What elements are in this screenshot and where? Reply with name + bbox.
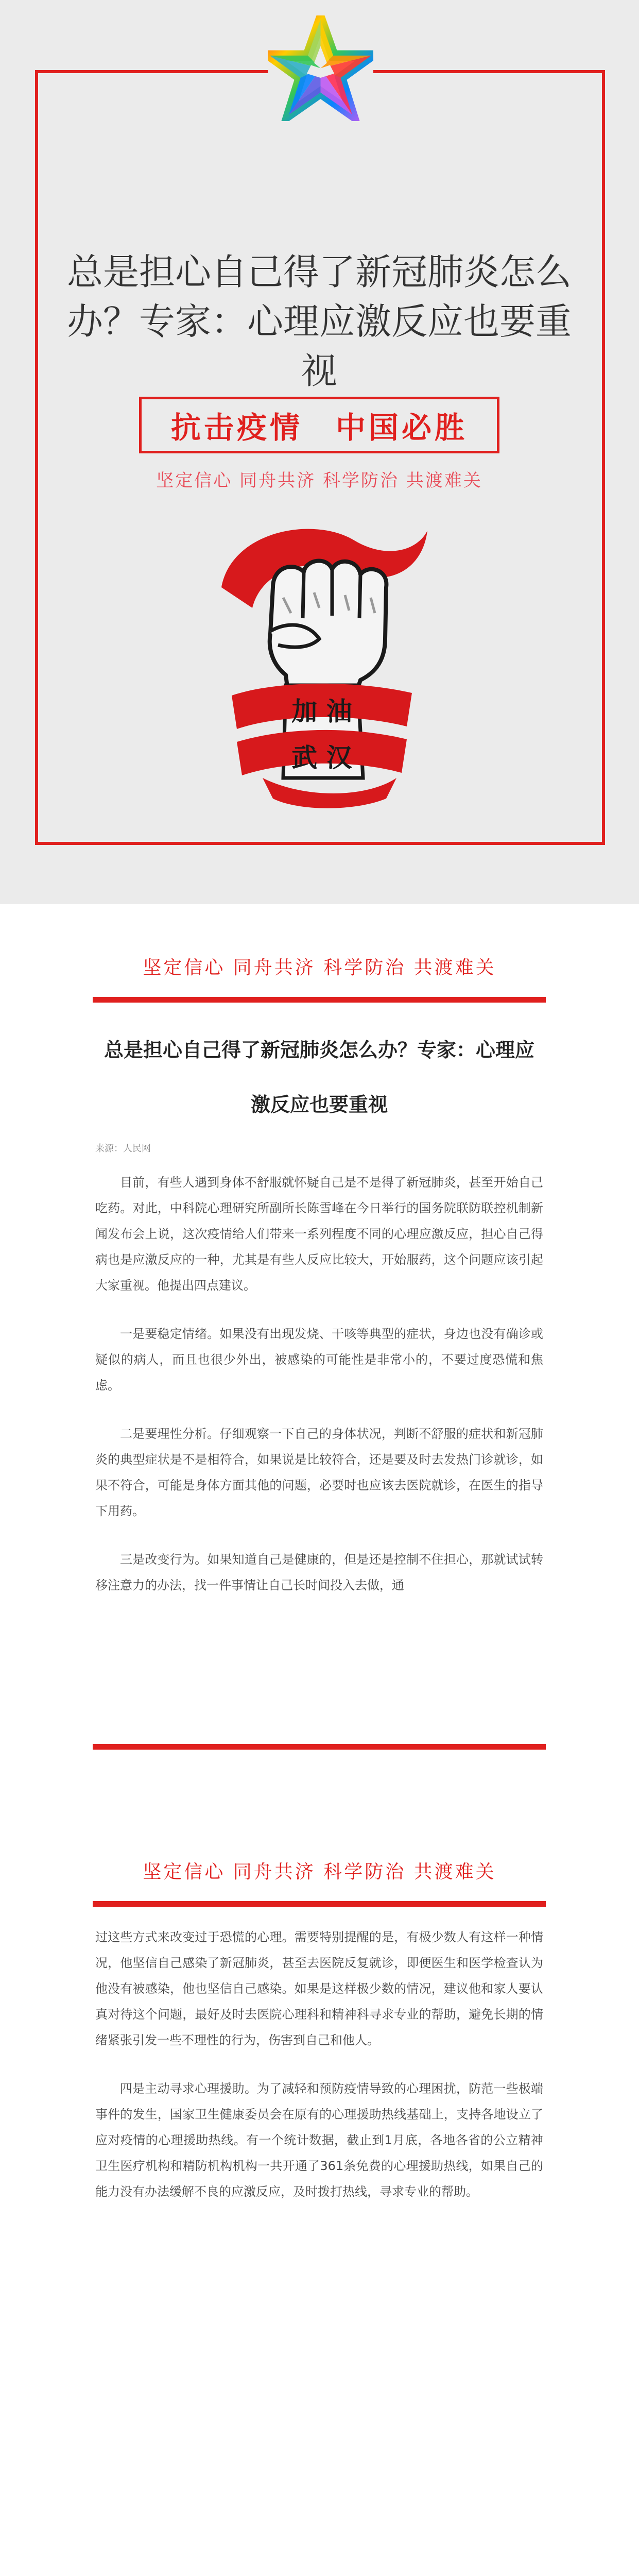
paragraph: 四是主动寻求心理援助。为了减轻和预防疫情导致的心理困扰，防范一些极端事件的发生，国家卫生健康委员会在原有的心理援助热线基础上，支持各地设立了应对疫情的心理援助热线。有一个统计数据，截止到1月底，各地各省的公立精神卫生医疗机构和精防机构机构一共开通了361条免费的心理援助热线，如果自己的能力没有办法缓解不良的应激反应，及时拨打热线，寻求专业的帮助。 [95,2081,543,2199]
cover-slogan: 坚定信心 同舟共济 科学防治 共渡难关 [156,470,482,491]
cover-banner-text: 抗击疫情 中国必胜 [170,410,468,445]
top-divider [93,997,546,1003]
paragraph: 二是要理性分析。仔细观察一下自己的身体状况，判断不舒服的症状和新冠肺炎的典型症状是不是相符合，如果说是比较符合，还是要及时去发热门诊就诊，如果不符合，可能是身体方面其他的问题，必要时也应该去医院就诊，在医生的指导下用药。 [95,1427,543,1518]
article-source: 来源：人民网 [95,1143,151,1154]
article-page-2 [0,1808,639,2576]
paragraph: 过这些方式来改变过于恐慌的心理。需要特别提醒的是，有极少数人有这样一种情况，他坚信自己感染了新冠肺炎，甚至去医院反复就诊，即便医生和医学检查认为他没有被感染，他也坚信自己感染。如果是这样极少数的情况，建议他和家人要认真对待这个问题，最好及时去医院心理科和精神科寻求专业的帮助，避免长期的情绪紧张引发一些不理性的行为，伤害到自己和他人。 [95,1930,543,2047]
article-page-1 [0,904,639,1808]
fist-text-top: 加 油 [291,697,352,726]
paragraph: 三是改变行为。如果知道自己是健康的，但是还是控制不住担心，那就试试转移注意力的办法，找一件事情让自己长时间投入去做，通 [95,1552,543,1592]
top-divider [93,1901,546,1907]
cover-banner [139,397,499,453]
bottom-divider [93,1744,546,1750]
fist-text-bottom: 武 汉 [291,743,352,773]
page-slogan: 坚定信心 同舟共济 科学防治 共渡难关 [143,1861,496,1883]
paragraph: 目前，有些人遇到身体不舒服就怀疑自己是不是得了新冠肺炎，甚至开始自己吃药。对此，中科院心理研究所副所长陈雪峰在今日举行的国务院联防联控机制新闻发布会上说，这次疫情给人们带来一系列程度不同的心理应激反应，担心自己得病也是应激反应的一种，尤其是有些人反应比较大，开始服药，这个问题应该引起大家重视。他提出四点建议。 [95,1175,543,1293]
paragraph: 一是要稳定情绪。如果没有出现发烧、干咳等典型的症状，身边也没有确诊或疑似的病人，而且也很少外出，被感染的可能性是非常小的，不要过度恐慌和焦虑。 [95,1327,543,1393]
article-title: 总是担心自己得了新冠肺炎怎么办？专家：心理应激反应也要重视 [103,1039,534,1116]
page-slogan: 坚定信心 同舟共济 科学防治 共渡难关 [143,957,496,978]
raised-fist-icon [201,510,438,809]
cover-title: 总是担心自己得了新冠肺炎怎么办？专家：心理应激反应也要重视 [67,251,572,392]
rainbow-star-icon [268,15,373,121]
cover-section [0,0,639,904]
article-body-part-2 [95,1924,543,2227]
article-body-part-1 [95,1170,543,1621]
